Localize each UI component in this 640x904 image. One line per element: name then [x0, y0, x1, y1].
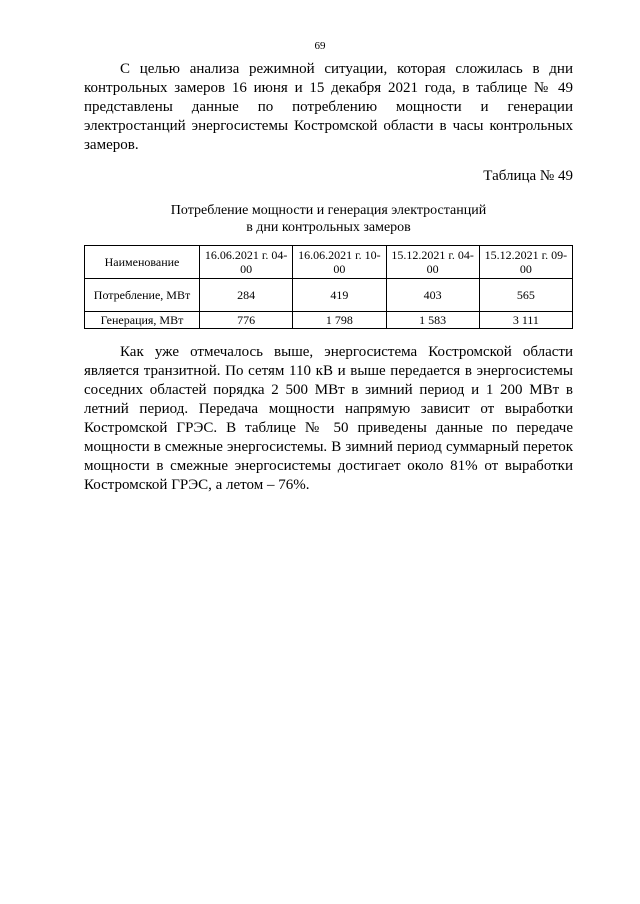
- table-header-cell: 15.12.2021 г. 09-00: [479, 246, 572, 279]
- table-cell: 403: [386, 279, 479, 312]
- table-cell: 1 583: [386, 312, 479, 329]
- table-cell: 565: [479, 279, 572, 312]
- table-row: [85, 279, 573, 312]
- table-header-cell: 16.06.2021 г. 04-00: [200, 246, 293, 279]
- table-header-cell: 16.06.2021 г. 10-00: [293, 246, 386, 279]
- page-number: 69: [314, 40, 326, 52]
- table-header-cell: 15.12.2021 г. 04-00: [386, 246, 479, 279]
- table-cell: 1 798: [293, 312, 386, 329]
- table-label: Таблица № 49: [483, 168, 573, 184]
- table-row-label: Потребление, МВт: [85, 279, 200, 312]
- table-row: [85, 312, 573, 329]
- table-cell: 3 111: [479, 312, 572, 329]
- data-table: [84, 245, 573, 329]
- intro-paragraph: С целью анализа режимной ситуации, которая сложилась в дни контрольных замеров 16 июня и 15 декабря 2021 года, в таблице № 49 представлены данные по потреблению мощности и генерации электростанций энергосистемы Костромской области в часы контрольных замеров.: [84, 61, 573, 153]
- table-header-row: [85, 246, 573, 279]
- table-cell: 776: [200, 312, 293, 329]
- body-paragraph: Как уже отмечалось выше, энергосистема Костромской области является транзитной. По сетям 110 кВ и выше передается в энергосистемы соседних областей порядка 2 500 МВт в зимний период и 1 200 МВт в летний период. Передача мощности напрямую зависит от выработки Костромской ГРЭС. В таблице № 50 приведены данные по передаче мощности в смежные энергосистемы. В зимний период суммарный переток мощности в смежные энергосистемы достигает около 81% от выработки Костромской ГРЭС, а летом – 76%.: [84, 344, 573, 493]
- table-cell: 284: [200, 279, 293, 312]
- table-caption-line1: Потребление мощности и генерация электростанций: [170, 203, 487, 218]
- table-cell: 419: [293, 279, 386, 312]
- table-row-label: Генерация, МВт: [85, 312, 200, 329]
- table-header-cell: Наименование: [85, 246, 200, 279]
- table-caption: [84, 202, 573, 236]
- table-caption-line2: в дни контрольных замеров: [246, 220, 411, 235]
